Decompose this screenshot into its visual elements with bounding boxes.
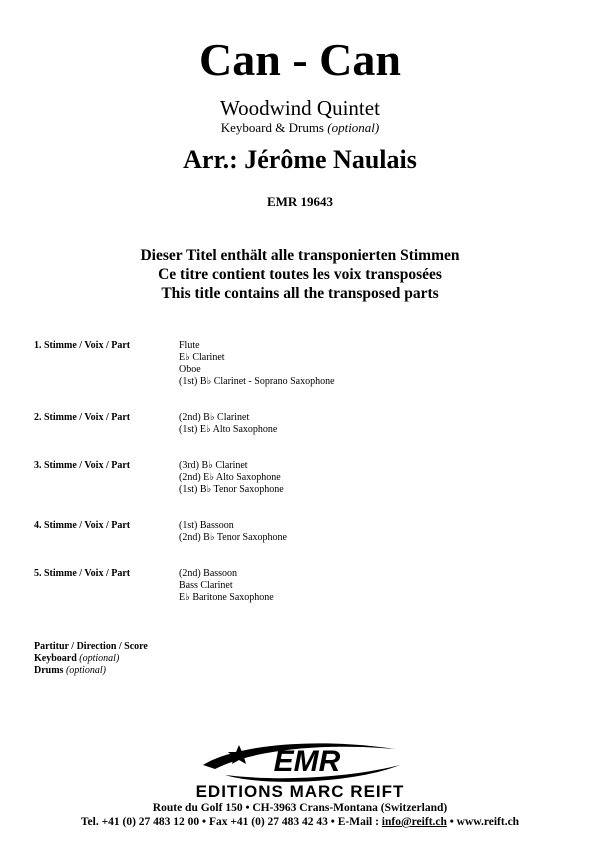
part-2 — [34, 412, 574, 460]
instrument: (2nd) E♭ Alto Saxophone — [179, 472, 281, 483]
additional-parts — [34, 641, 148, 677]
part-instruments — [179, 568, 574, 604]
part-3 — [34, 460, 574, 520]
subtitle: Woodwind Quintet — [220, 96, 380, 120]
website-text: • www.reift.ch — [446, 816, 520, 828]
part-label: 5. Stimme / Voix / Part — [34, 568, 131, 579]
instrument: Flute — [179, 340, 200, 351]
part-label: 3. Stimme / Voix / Part — [34, 460, 131, 471]
keyboard-label: Keyboard — [34, 653, 77, 664]
note-german: Dieser Titel enthält alle transponierten Stimmen — [140, 247, 460, 264]
email-link[interactable]: info@reift.ch — [381, 816, 447, 828]
part-label: 4. Stimme / Voix / Part — [34, 520, 131, 531]
keyboard-note: (optional) — [79, 653, 120, 664]
instrumentation-text: Keyboard & Drums — [220, 120, 324, 135]
page-title: Can - Can — [199, 34, 401, 85]
part-instruments — [179, 412, 574, 436]
publisher-address: Route du Golf 150 • CH-3963 Crans-Montana (Switzerland) — [152, 802, 448, 814]
instrument: (2nd) B♭ Clarinet — [179, 412, 250, 423]
instrument: (2nd) B♭ Tenor Saxophone — [179, 532, 287, 543]
instrumentation-note: (optional) — [327, 120, 380, 135]
catalog-number: EMR 19643 — [266, 194, 334, 209]
instrument: (1st) B♭ Tenor Saxophone — [179, 484, 284, 495]
instrument: (1st) B♭ Clarinet - Soprano Saxophone — [179, 376, 335, 387]
instrument: Bass Clarinet — [179, 580, 233, 591]
note-english: This title contains all the transposed parts — [161, 285, 439, 302]
transposition-notes — [0, 246, 600, 303]
note-french: Ce titre contient toutes les voix transposées — [158, 266, 442, 283]
drums-note: (optional) — [65, 665, 106, 676]
logo-text: EMR — [273, 745, 341, 778]
emr-logo — [195, 735, 405, 785]
part-1 — [34, 340, 574, 412]
instrument: E♭ Baritone Saxophone — [179, 592, 274, 603]
publisher-name: EDITIONS MARC REIFT — [195, 782, 405, 801]
publisher-contact — [0, 815, 600, 829]
instrument: (2nd) Bassoon — [179, 568, 238, 579]
contact-text: Tel. +41 (0) 27 483 12 00 • Fax +41 (0) 27 483 42 43 • E-Mail : — [80, 816, 382, 828]
instrument: E♭ Clarinet — [179, 352, 225, 363]
arranger: Arr.: Jérôme Naulais — [183, 145, 417, 174]
instrument: Oboe — [179, 364, 201, 375]
part-instruments — [179, 520, 574, 544]
part-instruments — [179, 460, 574, 496]
score-label: Partitur / Direction / Score — [34, 641, 148, 652]
part-instruments — [179, 340, 574, 388]
part-5 — [34, 568, 574, 604]
instrument: (1st) E♭ Alto Saxophone — [179, 424, 278, 435]
part-4 — [34, 520, 574, 568]
instrument: (1st) Bassoon — [179, 520, 234, 531]
instrumentation-line — [0, 120, 600, 136]
instrument: (3rd) B♭ Clarinet — [179, 460, 248, 471]
drums-label: Drums — [34, 665, 64, 676]
part-label: 2. Stimme / Voix / Part — [34, 412, 131, 423]
part-label: 1. Stimme / Voix / Part — [34, 340, 131, 351]
parts-list — [34, 340, 574, 604]
